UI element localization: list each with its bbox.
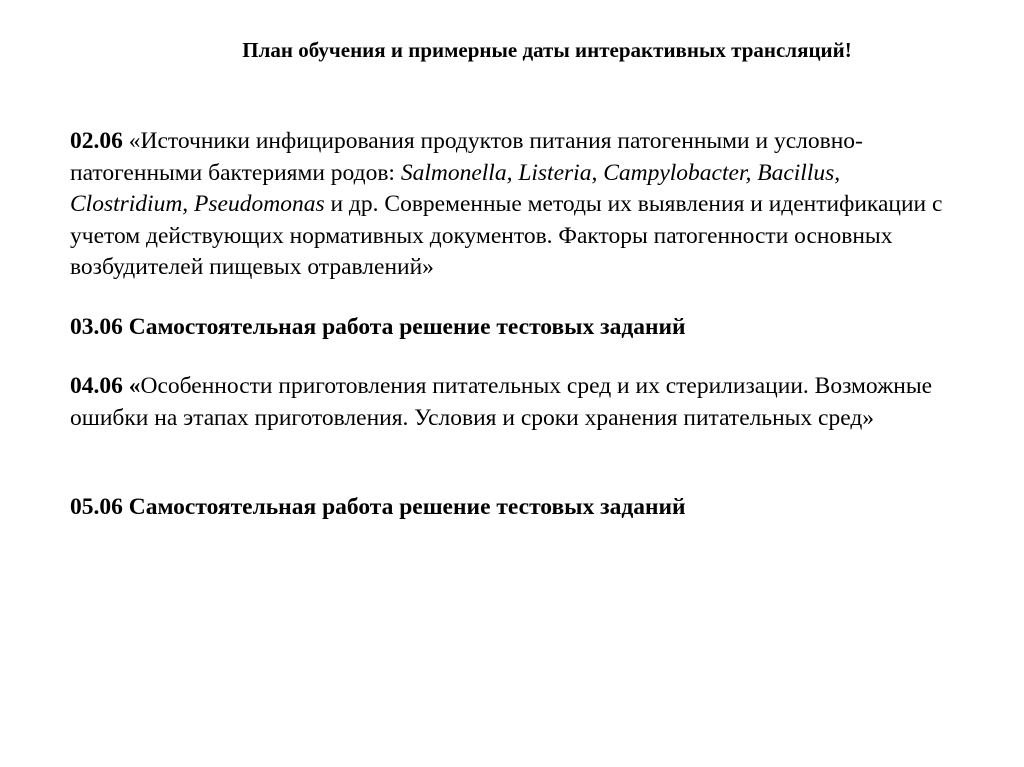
spacer bbox=[70, 343, 950, 371]
item-text: Самостоятельная работа решение тестовых заданий bbox=[122, 313, 686, 340]
item-text: Особенности приготовления питательных сред и их стерилизации. Возможные ошибки на этапах приготовления. Условия и сроки хранения питательных сред» bbox=[70, 373, 933, 431]
item-date: 03.06 bbox=[70, 313, 123, 340]
schedule-item-0506 bbox=[70, 492, 950, 524]
item-text-part-a: Источники инфицирования продуктов питания патогенными и условно-патогенными бактериями родов: bbox=[70, 128, 863, 186]
schedule-item-0306 bbox=[70, 312, 950, 344]
spacer bbox=[70, 434, 950, 492]
item-date: 05.06 bbox=[70, 494, 123, 520]
slide-title: План обучения и примерные даты интерактивных трансляций! bbox=[242, 38, 852, 62]
item-text: Самостоятельная работа решение тестовых заданий bbox=[122, 494, 686, 520]
schedule-item-0206 bbox=[70, 126, 950, 284]
item-date: 04.06 bbox=[70, 373, 123, 399]
quote-open: « bbox=[122, 373, 141, 399]
item-text-part-b: и др. Современные методы их выявления и идентификации с учетом действующих нормативных документов. Факторы патогенности основных возбудителей пищевых отравлений» bbox=[70, 191, 943, 280]
spacer bbox=[70, 284, 950, 312]
item-genera-italic: Salmonella, Listeria, Campylobacter, Bacillus, Clostridium, Pseudomonas bbox=[70, 159, 841, 217]
schedule-item-0406 bbox=[70, 371, 950, 434]
schedule-content bbox=[70, 126, 950, 524]
item-date: 02.06 bbox=[70, 128, 123, 154]
quote-open: « bbox=[122, 128, 141, 154]
